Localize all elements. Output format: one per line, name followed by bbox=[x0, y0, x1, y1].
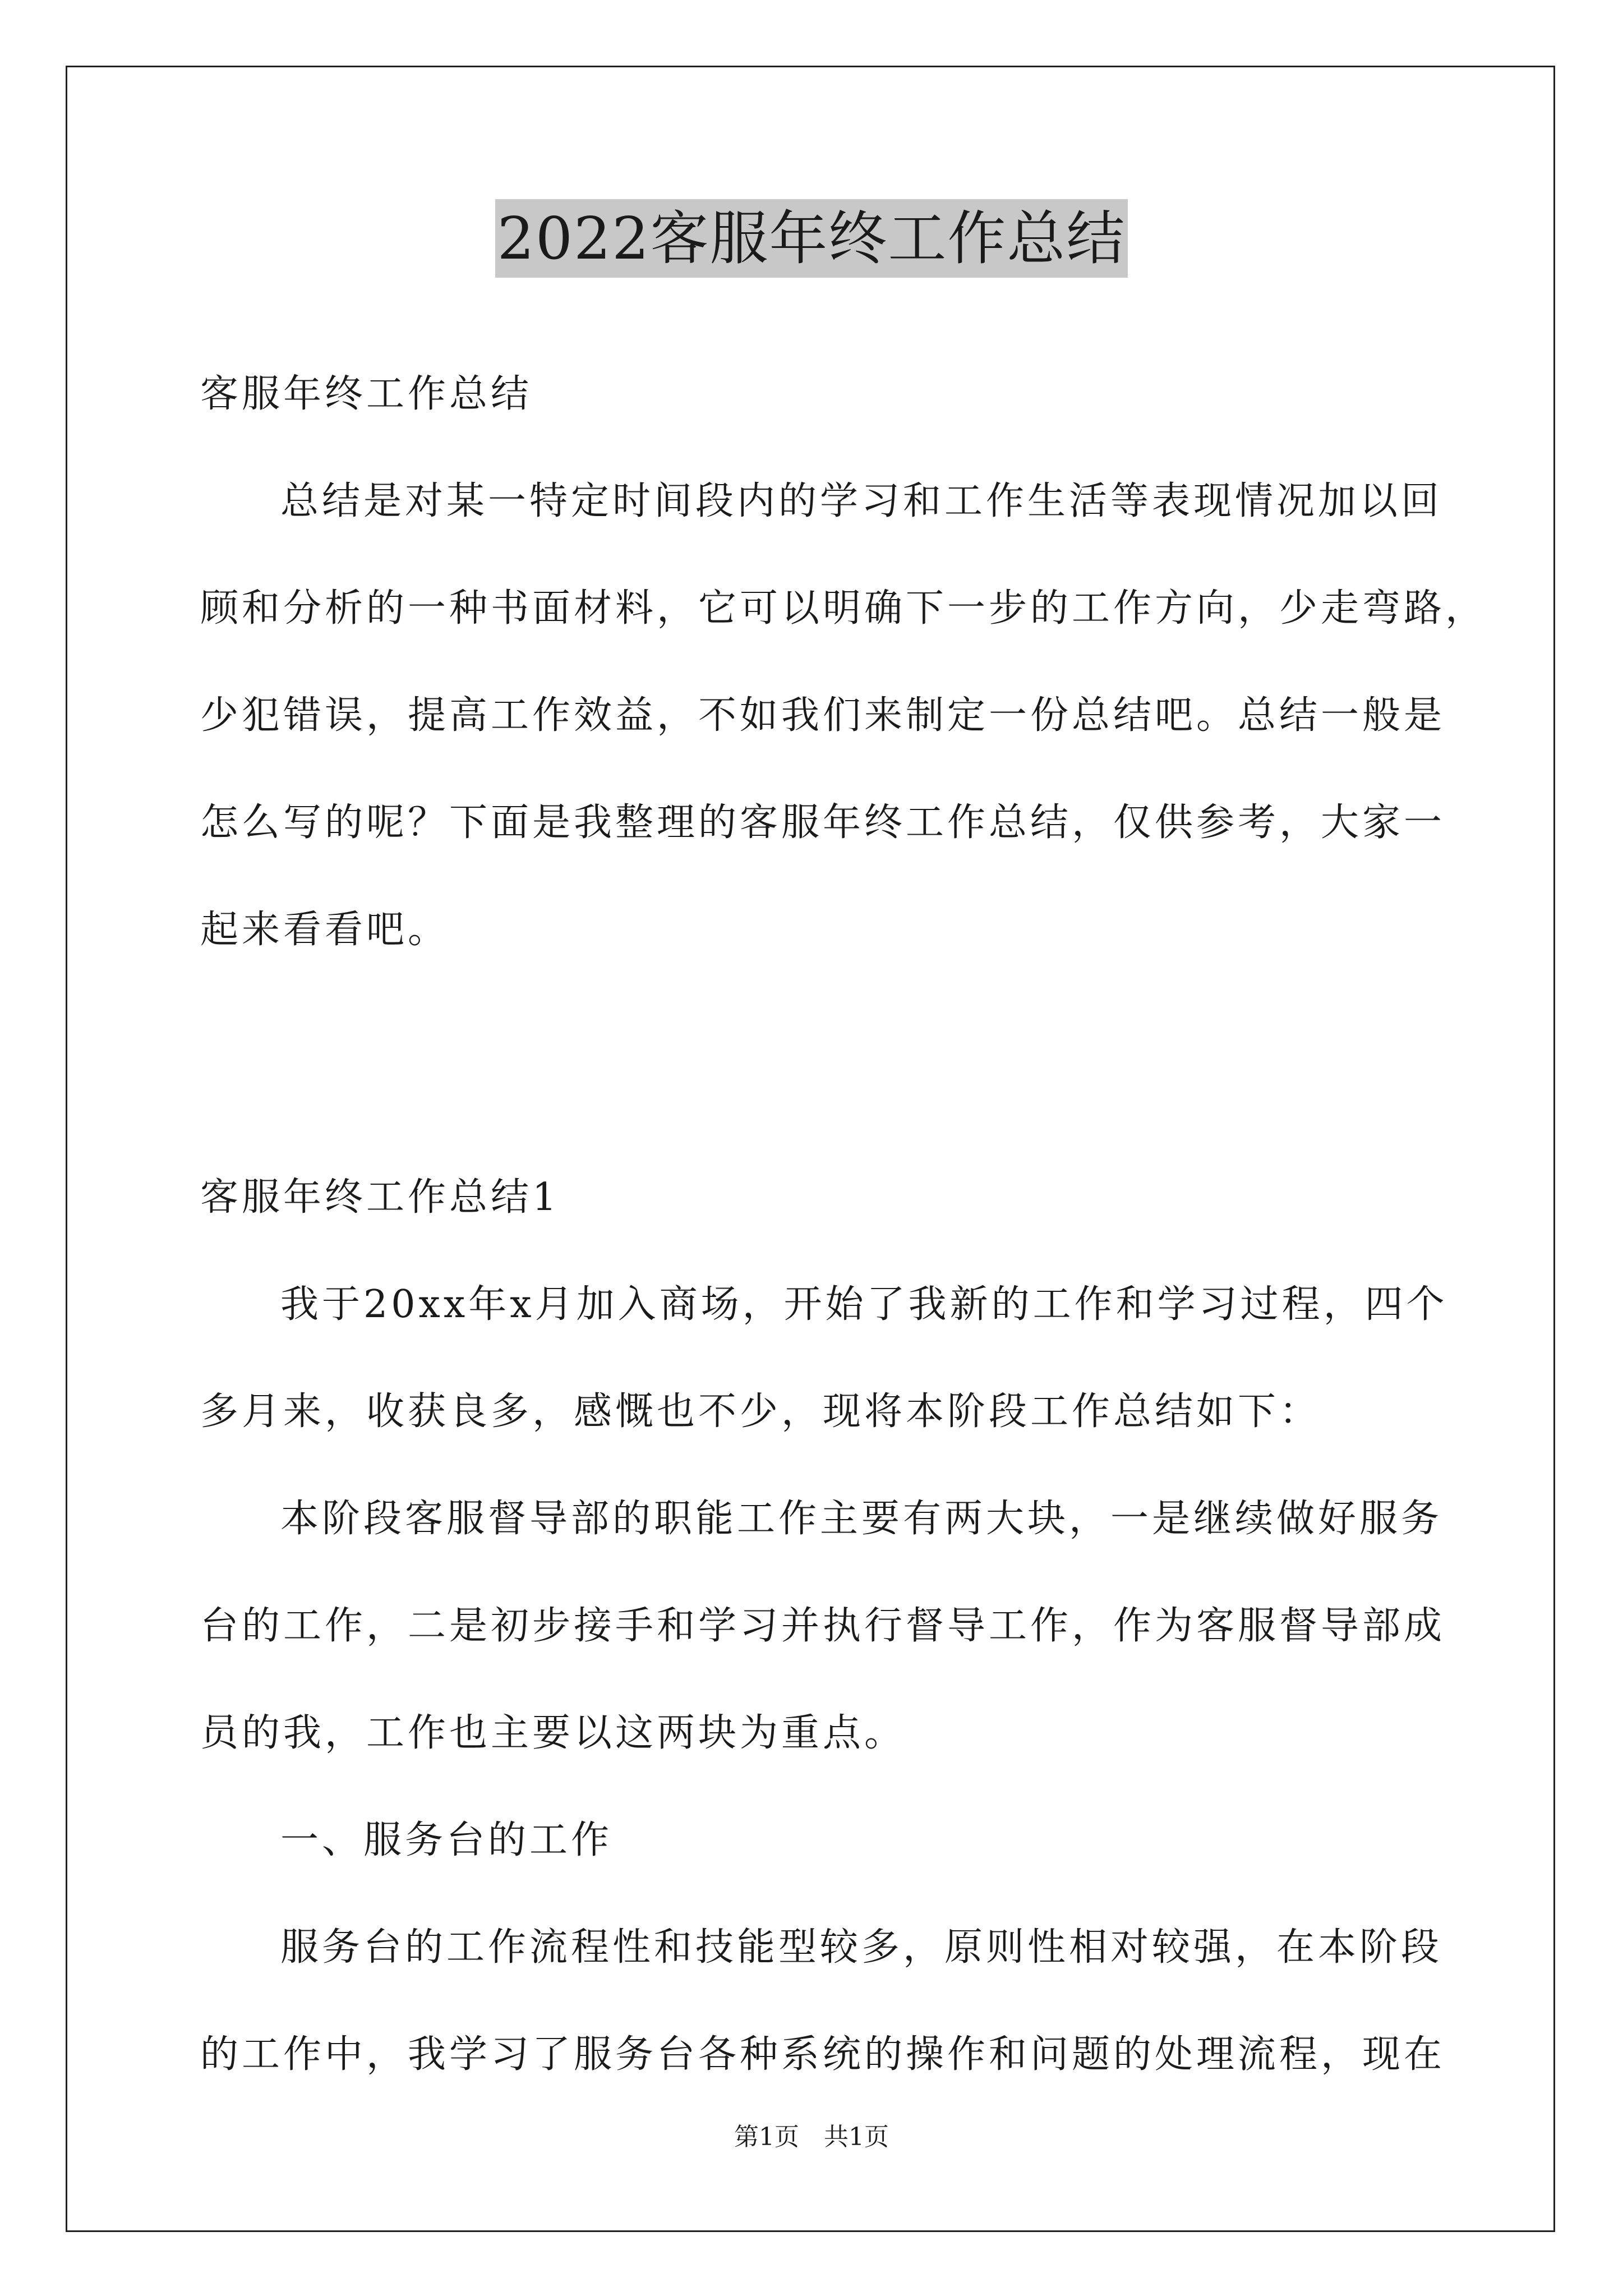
paragraph-line: 本阶段客服督导部的职能工作主要有两大块，一是继续做好服务 bbox=[280, 1497, 1443, 1541]
intro-line: 起来看看吧。 bbox=[200, 908, 450, 952]
subheading: 一、服务台的工作 bbox=[280, 1818, 613, 1862]
title-container bbox=[0, 199, 1623, 278]
paragraph-line: 我于20xx年x月加入商场，开始了我新的工作和学习过程，四个 bbox=[280, 1282, 1448, 1327]
document-body bbox=[200, 341, 1487, 2108]
paragraph-line: 多月来，收获良多，感慨也不少，现将本阶段工作总结如下： bbox=[200, 1389, 1321, 1434]
intro-line: 顾和分析的一种书面材料，它可以明确下一步的工作方向，少走弯路， bbox=[200, 586, 1487, 631]
intro-line: 总结是对某一特定时间段内的学习和工作生活等表现情况加以回 bbox=[280, 479, 1443, 523]
document-title: 2022客服年终工作总结 bbox=[495, 199, 1128, 278]
intro-line: 怎么写的呢？下面是我整理的客服年终工作总结，仅供参考，大家一 bbox=[200, 800, 1446, 845]
section-spacer bbox=[200, 983, 1434, 1144]
paragraph-line: 员的我，工作也主要以这两块为重点。 bbox=[200, 1711, 906, 1755]
paragraph-line: 服务台的工作流程性和技能型较多，原则性相对较强，在本阶段 bbox=[280, 1925, 1443, 1970]
intro-line: 少犯错误，提高工作效益，不如我们来制定一份总结吧。总结一般是 bbox=[200, 693, 1446, 738]
page-number: 第1页 共1页 bbox=[734, 2123, 889, 2151]
intro-heading: 客服年终工作总结 bbox=[200, 372, 533, 416]
paragraph-line: 台的工作，二是初步接手和学习并执行督导工作，作为客服督导部成 bbox=[200, 1604, 1446, 1648]
section-heading: 客服年终工作总结1 bbox=[200, 1175, 560, 1220]
paragraph-line: 的工作中，我学习了服务台各种系统的操作和问题的处理流程，现在 bbox=[200, 2032, 1446, 2077]
